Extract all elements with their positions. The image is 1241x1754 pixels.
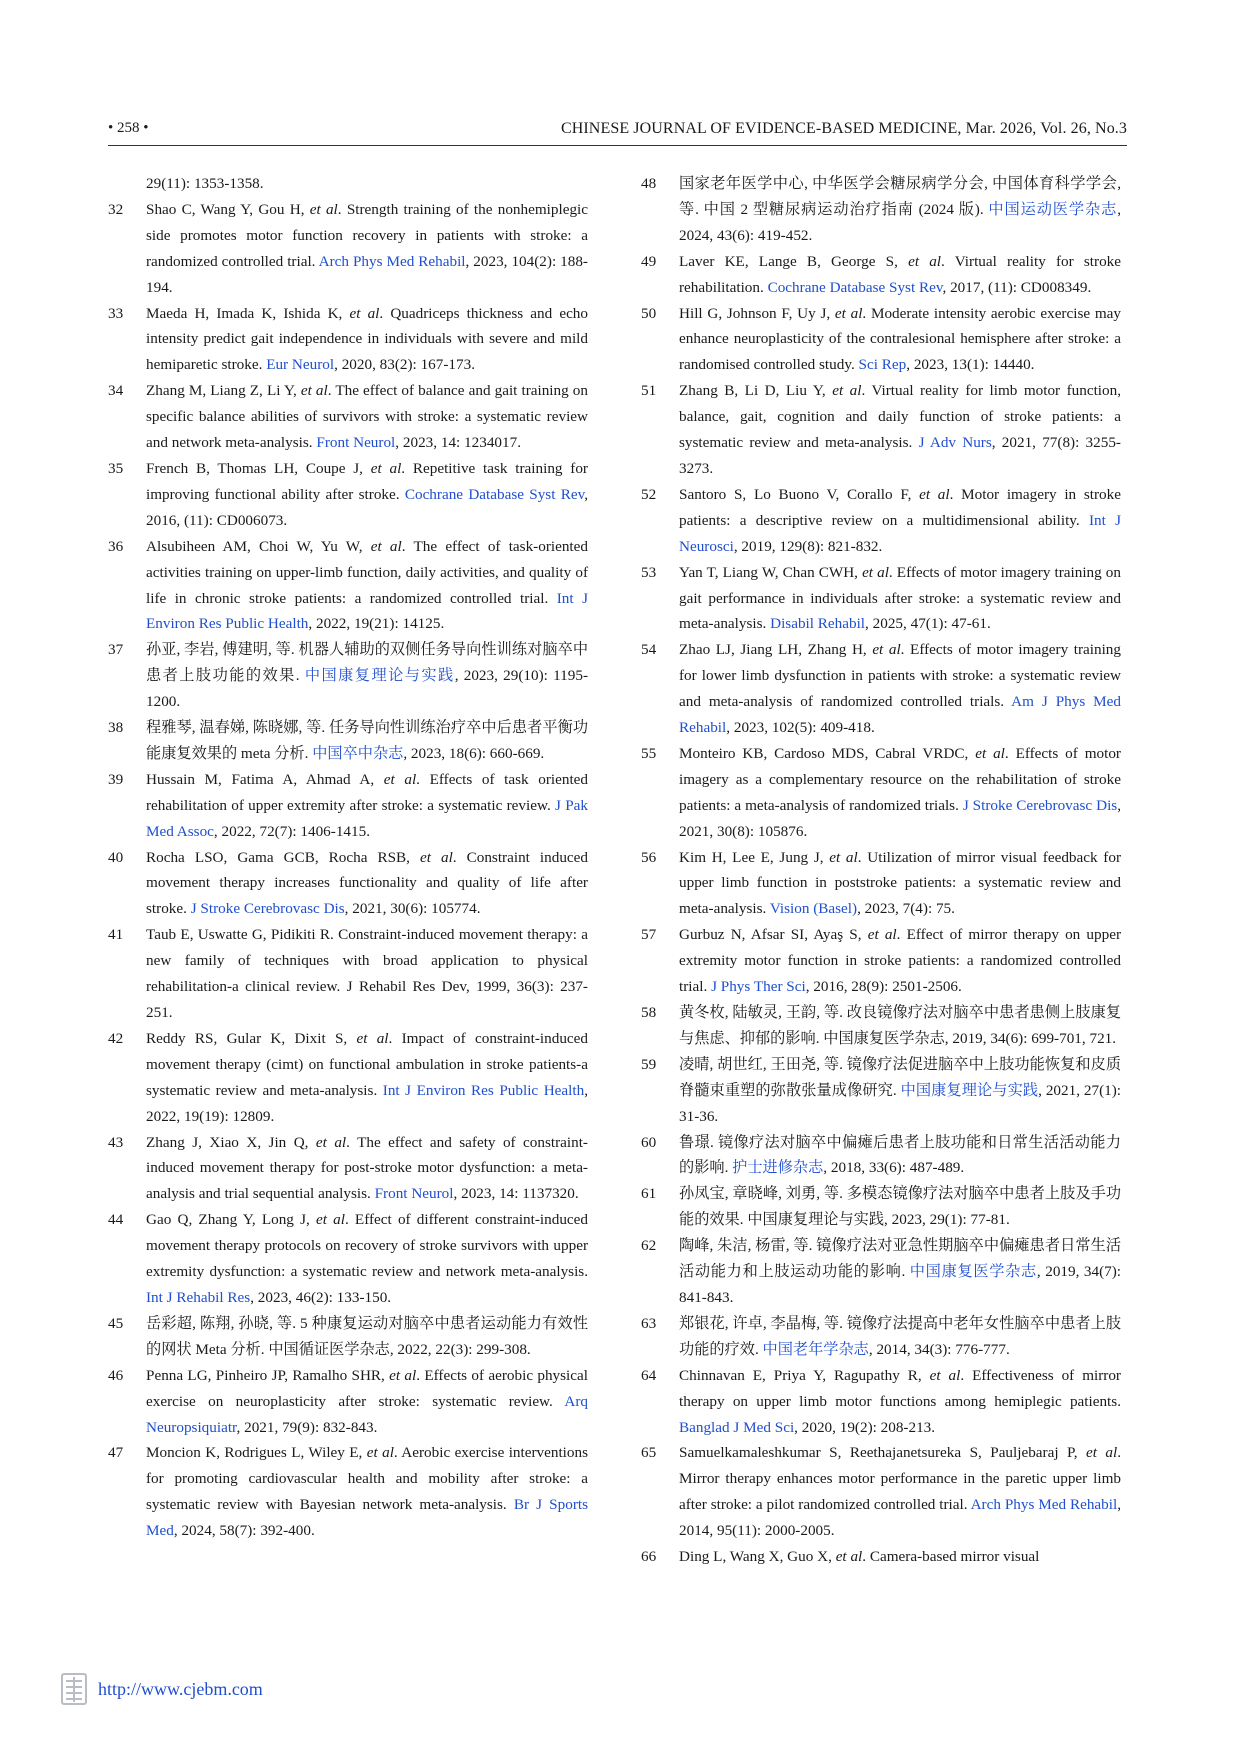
reference-text: . Virtual reality for limb motor function, balance, gait, cognition and daily function of stroke patients: a systematic review and meta-analysis.: [679, 382, 1122, 452]
reference-journal-link[interactable]: Disabil Rehabil: [770, 615, 866, 633]
journal-website-link[interactable]: http://www.cjebm.com: [98, 1679, 263, 1699]
reference-text: Zhang J, Xiao X, Jin Q,: [146, 1133, 316, 1151]
reference-details: , 2022, 19(19): 12809.: [146, 1081, 588, 1125]
reference-entry: [641, 1440, 1121, 1544]
reference-details: , 2023, 102(5): 409-418.: [726, 719, 875, 737]
reference-number: 46: [108, 1366, 124, 1384]
reference-journal-link[interactable]: Arch Phys Med Rehabil: [970, 1496, 1118, 1514]
reference-number: 58: [641, 1004, 657, 1021]
reference-et-al: et al: [315, 1211, 345, 1229]
reference-et-al: et al: [929, 1366, 961, 1384]
reference-journal-link[interactable]: 中国老年学杂志: [762, 1340, 869, 1358]
reference-text: Maeda H, Imada K, Ishida K,: [146, 304, 350, 322]
reference-journal-link[interactable]: Sci Rep: [858, 356, 907, 374]
reference-text: Penna LG, Pinheiro JP, Ramalho SHR,: [146, 1366, 390, 1384]
reference-text: Hill G, Johnson F, Uy J,: [679, 304, 835, 322]
reference-et-al: et al: [389, 1366, 417, 1384]
reference-details: , 2018, 33(6): 487-489.: [823, 1159, 965, 1177]
reference-details: , 2016, 28(9): 2501-2506.: [805, 978, 962, 996]
reference-details: , 2023, 104(2): 188-194.: [146, 252, 588, 296]
reference-number: 65: [641, 1444, 657, 1462]
reference-details: , 2023, 13(1): 14440.: [906, 356, 1035, 374]
reference-journal-link[interactable]: 中国康复医学杂志: [909, 1263, 1037, 1281]
reference-et-al: et al: [867, 926, 897, 944]
reference-entry: [108, 922, 588, 1026]
reference-text: Ding L, Wang X, Guo X,: [679, 1548, 836, 1566]
reference-details: , 2020, 19(2): 208-213.: [794, 1418, 936, 1436]
reference-entry: [641, 378, 1121, 482]
reference-number: 44: [108, 1211, 124, 1229]
reference-text: Monteiro KB, Cardoso MDS, Cabral VRDC,: [679, 744, 976, 762]
reference-text: . Effects of motor imagery as a complementary resource on the rehabilitation of stroke patients: a meta-analysis of randomized trials.: [679, 744, 1121, 814]
reference-journal-link[interactable]: 中国卒中杂志: [312, 744, 404, 762]
reference-entry: [641, 1181, 1121, 1233]
reference-entry: [641, 1311, 1121, 1363]
reference-number: 61: [641, 1185, 657, 1203]
reference-text: 国家老年医学中心, 中华医学会糖尿病学分会, 中国体育科学学会, 等. 中国 2 型糖尿病运动治疗指南 (2024 版).: [679, 175, 1121, 218]
reference-number: 53: [641, 563, 657, 581]
reference-details: , 2021, 79(9): 832-843.: [236, 1418, 378, 1436]
reference-details: , 2022, 72(7): 1406-1415.: [213, 822, 371, 840]
reference-number: 50: [641, 304, 657, 322]
reference-entry: [641, 560, 1121, 638]
reference-journal-link[interactable]: Cochrane Database Syst Rev: [404, 485, 585, 503]
reference-et-al: et al: [1085, 1444, 1118, 1462]
reference-number: 42: [108, 1029, 124, 1047]
reference-entry: [641, 171, 1121, 249]
reference-number: 54: [641, 641, 657, 659]
reference-number: 38: [108, 719, 124, 737]
reference-text: . Effects of aerobic physical exercise on neuroplasticity after stroke: systematic review.: [146, 1366, 588, 1410]
reference-details: , 2024, 58(7): 392-400.: [173, 1522, 315, 1540]
reference-text: . Motor imagery in stroke patients: a descriptive review on a multidimensional ability.: [679, 485, 1121, 529]
reference-entry: [641, 1233, 1121, 1311]
reference-text: Moncion K, Rodrigues L, Wiley E,: [146, 1444, 367, 1462]
references-column-right: [641, 171, 1121, 1570]
reference-journal-link[interactable]: 中国康复理论与实践: [304, 667, 455, 685]
reference-number: 41: [108, 926, 124, 944]
reference-et-al: et al: [420, 848, 453, 866]
reference-text: Samuelkamaleshkumar S, Reethajanetsureka S, Pauljebaraj P,: [679, 1444, 1086, 1462]
reference-text: Zhao LJ, Jiang LH, Zhang H,: [679, 641, 873, 659]
reference-number: 39: [108, 770, 124, 788]
reference-et-al: et al: [383, 770, 417, 788]
reference-text: Santoro S, Lo Buono V, Corallo F,: [679, 485, 920, 503]
reference-et-al: et al: [908, 252, 942, 270]
reference-number: 52: [641, 485, 657, 503]
reference-journal-link[interactable]: Int J Neurosci: [679, 511, 1121, 555]
reference-entry: [641, 1130, 1121, 1182]
reference-text: . Effects of task oriented rehabilitation of upper extremity after stroke: a systematic review.: [146, 770, 588, 814]
reference-journal-link[interactable]: J Phys Ther Sci: [711, 978, 806, 996]
reference-entry: [108, 1440, 588, 1544]
reference-et-al: et al: [975, 744, 1005, 762]
reference-number: 64: [641, 1366, 657, 1384]
reference-details: , 2023, 29(10): 1195-1200.: [146, 667, 588, 711]
reference-journal-link[interactable]: Am J Phys Med Rehabil: [679, 693, 1121, 737]
reference-entry: [108, 197, 588, 301]
reference-entry: [108, 534, 588, 638]
reference-number: 40: [108, 848, 124, 866]
reference-journal-link[interactable]: J Pak Med Assoc: [146, 796, 588, 840]
reference-entry: [108, 1130, 588, 1208]
reference-details: , 2016, (11): CD006073.: [146, 485, 589, 529]
reference-entry: [641, 845, 1121, 923]
reference-details: , 2025, 47(1): 47-61.: [865, 615, 991, 633]
reference-text: . Quadriceps thickness and echo intensity predict gait independence in individuals with severe and mild hemiparetic stroke.: [146, 304, 588, 374]
reference-et-al: et al: [835, 1548, 863, 1566]
reference-entry: [108, 456, 588, 534]
reference-journal-link[interactable]: Br J Sports Med: [146, 1496, 589, 1540]
reference-number: 48: [641, 175, 657, 192]
reference-text: Zhang M, Liang Z, Li Y,: [146, 382, 301, 400]
reference-journal-link[interactable]: J Stroke Cerebrovasc Dis: [190, 900, 345, 918]
reference-number: 45: [108, 1314, 124, 1332]
reference-details: , 2014, 95(11): 2000-2005.: [679, 1496, 1121, 1540]
reference-text: Reddy RS, Gular K, Dixit S,: [146, 1029, 357, 1047]
reference-text: 鲁璟. 镜像疗法对脑卒中偏瘫后患者上肢功能和日常生活活动能力的影响.: [679, 1133, 1121, 1177]
reference-text: Taub E, Uswatte G, Pidikiti R. Constraint-induced movement therapy: a new family of techniques with broad application to physical rehabilitation-a clinical review. J Rehabil Res Dev, 1999, 36(3): 237-251.: [146, 926, 588, 1021]
reference-text: . Effect of mirror therapy on upper extremity motor function in stroke patients: a randomized controlled trial.: [679, 926, 1122, 996]
reference-entry: [108, 637, 588, 715]
reference-text: . Impact of constraint-induced movement therapy (cimt) on functional ambulation in stroke patients-a systematic review and meta-analysis.: [146, 1029, 589, 1099]
reference-entry: [641, 1544, 1121, 1570]
reference-et-al: et al: [872, 641, 901, 659]
reference-number: 47: [108, 1444, 124, 1462]
reference-text: . Camera-based mirror visual: [862, 1548, 1040, 1566]
reference-et-al: et al: [829, 848, 858, 866]
reference-text: 郑银花, 许卓, 李晶梅, 等. 镜像疗法提高中老年女性脑卒中患者上肢功能的疗效.: [679, 1314, 1121, 1358]
reference-text: . Effects of motor imagery training for lower limb dysfunction in patients with stroke: a systematic review and meta-analysis of randomized controlled trials.: [679, 641, 1121, 711]
reference-number: 51: [641, 382, 657, 400]
reference-text: 陶峰, 朱洁, 杨雷, 等. 镜像疗法对亚急性期脑卒中偏瘫患者日常生活活动能力和上肢运动功能的影响.: [679, 1237, 1121, 1281]
reference-et-al: et al: [366, 1444, 394, 1462]
reference-entry: [108, 171, 588, 197]
reference-number: 33: [108, 304, 124, 322]
references-column-left: [108, 171, 588, 1544]
reference-entry: [641, 1000, 1121, 1052]
reference-journal-link[interactable]: Cochrane Database Syst Rev: [767, 278, 943, 296]
reference-text: . Moderate intensity aerobic exercise may enhance neuroplasticity of the contralesional hemisphere after stroke: a randomised controlled study.: [679, 304, 1121, 374]
reference-details: , 2024, 43(6): 419-452.: [679, 200, 1122, 244]
reference-number: 57: [641, 926, 657, 944]
reference-number: 49: [641, 252, 657, 270]
reference-entry: [641, 741, 1121, 845]
reference-details: , 2017, (11): CD008349.: [942, 278, 1092, 296]
reference-details: , 2022, 19(21): 14125.: [308, 615, 445, 633]
reference-journal-link[interactable]: Front Neurol: [374, 1185, 454, 1203]
reference-details: , 2019, 129(8): 821-832.: [733, 537, 883, 555]
reference-text: Shao C, Wang Y, Gou H,: [146, 200, 310, 218]
reference-text: 程雅琴, 温春娣, 陈晓娜, 等. 任务导向性训练治疗卒中后患者平衡功能康复效果的 meta 分析.: [146, 719, 588, 762]
reference-entry: [108, 1363, 588, 1441]
reference-details: , 2019, 34(7): 841-843.: [679, 1263, 1122, 1306]
reference-et-al: et al: [370, 537, 402, 555]
reference-journal-link[interactable]: Int J Rehabil Res: [146, 1288, 251, 1306]
reference-text: Gurbuz N, Afsar SI, Ayaş S,: [679, 926, 868, 944]
reference-details: , 2021, 30(8): 105876.: [679, 796, 1121, 840]
reference-text: 孙凤宝, 章晓峰, 刘勇, 等. 多模态镜像疗法对脑卒中患者上肢及手功能的效果. 中国康复理论与实践, 2023, 29(1): 77-81.: [679, 1185, 1121, 1229]
reference-text: . The effect and safety of constraint-induced movement therapy for post-stroke motor dysfunction: a meta-analysis and trial sequential analysis.: [146, 1133, 588, 1203]
reference-text: . The effect of balance and gait training on specific balance abilities of survivors with stroke: a systematic review and network meta-analysis.: [146, 382, 588, 452]
reference-number: 63: [641, 1314, 657, 1332]
reference-number: 59: [641, 1055, 657, 1073]
reference-journal-link[interactable]: Eur Neurol: [266, 356, 335, 374]
reference-details: , 2023, 7(4): 75.: [857, 900, 955, 918]
reference-number: 55: [641, 744, 657, 762]
reference-text: Rocha LSO, Gama GCB, Rocha RSB,: [146, 848, 420, 866]
reference-entry: [108, 767, 588, 845]
reference-text: 29(11): 1353-1358.: [146, 175, 264, 192]
reference-details: , 2021, 77(8): 3255-3273.: [679, 434, 1121, 477]
reference-journal-link[interactable]: Int J Environ Res Public Health: [382, 1081, 585, 1099]
reference-details: , 2023, 14: 1234017.: [395, 434, 522, 452]
reference-entry: [641, 637, 1121, 741]
reference-et-al: et al: [356, 1029, 389, 1047]
reference-number: 56: [641, 848, 657, 866]
reference-text: . Virtual reality for stroke rehabilitation.: [679, 252, 1121, 296]
reference-journal-link[interactable]: Int J Environ Res Public Health: [146, 589, 589, 633]
reference-text: . Effects of motor imagery training on gait performance in individuals after stroke: a systematic review and meta-analysis.: [679, 563, 1121, 633]
reference-entry: [641, 482, 1121, 560]
reference-details: , 2021, 27(1): 31-36.: [679, 1081, 1122, 1125]
reference-text: . Mirror therapy enhances motor performance in the paretic upper limb after stroke: a pilot randomized controlled trial.: [679, 1444, 1121, 1514]
reference-number: 36: [108, 537, 124, 555]
reference-text: Zhang B, Li D, Liu Y,: [679, 382, 833, 400]
reference-text: . Effect of different constraint-induced movement therapy protocols on recovery of stroke survivors with upper extremity dysfunction: a systematic review and network meta-analysis.: [146, 1211, 588, 1281]
reference-text: 黄冬枚, 陆敏灵, 王韵, 等. 改良镜像疗法对脑卒中患者患侧上肢康复与焦虑、抑郁的影响. 中国康复医学杂志, 2019, 34(6): 699-701, 721.: [679, 1004, 1121, 1047]
reference-text: Laver KE, Lange B, George S,: [679, 252, 909, 270]
reference-et-al: et al: [300, 382, 328, 400]
reference-text: 凌晴, 胡世红, 王田尧, 等. 镜像疗法促进脑卒中上肢功能恢复和皮质脊髓束重塑的弥散张量成像研究.: [679, 1055, 1121, 1099]
reference-text: . Effectiveness of mirror therapy on upper limb motor functions among hemiplegic patients.: [679, 1366, 1121, 1410]
reference-entry: [108, 1311, 588, 1363]
journal-logo-icon: [60, 1672, 88, 1706]
reference-text: . Aerobic exercise interventions for promoting cardiovascular health and mobility after stroke: a systematic review with Bayesian network meta-analysis.: [146, 1444, 588, 1514]
reference-entry: [108, 378, 588, 456]
reference-number: 60: [641, 1133, 657, 1151]
reference-entry: [108, 845, 588, 923]
reference-entry: [641, 1052, 1121, 1130]
reference-text: 孙亚, 李岩, 傅建明, 等. 机器人辅助的双侧任务导向性训练对脑卒中患者上肢功能的效果.: [146, 641, 588, 685]
reference-journal-link[interactable]: J Adv Nurs: [918, 434, 992, 452]
reference-journal-link[interactable]: Arq Neuropsiquiatr: [146, 1392, 588, 1436]
reference-entry: [641, 249, 1121, 301]
reference-et-al: et al: [370, 459, 402, 477]
reference-text: . The effect of task-oriented activities training on upper-limb function, daily activities, and quality of life in chronic stroke patients: a randomized controlled trial.: [146, 537, 588, 607]
reference-text: Alsubiheen AM, Choi W, Yu W,: [146, 537, 371, 555]
reference-text: 岳彩超, 陈翔, 孙晓, 等. 5 种康复运动对脑卒中患者运动能力有效性的网状 Meta 分析. 中国循证医学杂志, 2022, 22(3): 299-308.: [146, 1314, 588, 1358]
reference-details: , 2020, 83(2): 167-173.: [334, 356, 475, 374]
reference-journal-link[interactable]: Front Neurol: [316, 434, 396, 452]
reference-text: . Repetitive task training for improving functional ability after stroke.: [146, 459, 588, 503]
reference-text: . Utilization of mirror visual feedback for upper limb function in poststroke patients: a systematic review and meta-analysis.: [679, 848, 1121, 918]
reference-journal-link[interactable]: 中国运动医学杂志: [988, 200, 1118, 218]
reference-number: 34: [108, 382, 124, 400]
reference-et-al: et al: [919, 485, 950, 503]
reference-text: . Constraint induced movement therapy increases functionality and quality of life after stroke.: [146, 848, 588, 918]
reference-details: , 2023, 46(2): 133-150.: [250, 1288, 392, 1306]
reference-entry: [108, 715, 588, 767]
reference-details: , 2021, 30(6): 105774.: [344, 900, 481, 918]
reference-et-al: et al: [832, 382, 862, 400]
reference-number: 35: [108, 459, 124, 477]
reference-journal-link[interactable]: J Stroke Cerebrovasc Dis: [962, 796, 1118, 814]
reference-journal-link[interactable]: Banglad J Med Sci: [679, 1418, 795, 1436]
reference-text: Gao Q, Zhang Y, Long J,: [146, 1211, 316, 1229]
reference-text: Hussain M, Fatima A, Ahmad A,: [146, 770, 384, 788]
reference-number: 66: [641, 1548, 657, 1566]
reference-text: Kim H, Lee E, Jung J,: [679, 848, 830, 866]
reference-journal-link[interactable]: 中国康复理论与实践: [900, 1081, 1039, 1099]
reference-details: , 2014, 34(3): 776-777.: [868, 1340, 1010, 1358]
reference-number: 37: [108, 641, 124, 659]
reference-et-al: et al: [309, 200, 338, 218]
reference-details: , 2023, 18(6): 660-669.: [403, 744, 545, 762]
reference-text: French B, Thomas LH, Coupe J,: [146, 459, 371, 477]
reference-entry: [641, 301, 1121, 379]
reference-entry: [108, 1207, 588, 1311]
reference-et-al: et al: [834, 304, 863, 322]
reference-text: Yan T, Liang W, Chan CWH,: [679, 563, 863, 581]
reference-journal-link[interactable]: 护士进修杂志: [732, 1159, 824, 1177]
reference-journal-link[interactable]: Arch Phys Med Rehabil: [318, 252, 466, 270]
reference-text: . Strength training of the nonhemiplegic side promotes motor function recovery in patients with stroke: a randomized controlled trial.: [146, 200, 588, 270]
reference-journal-link[interactable]: Vision (Basel): [769, 900, 858, 918]
reference-entry: [641, 922, 1121, 1000]
reference-number: 62: [641, 1237, 657, 1255]
header-rule: [108, 145, 1127, 146]
reference-et-al: et al: [862, 563, 889, 581]
reference-number: 43: [108, 1133, 124, 1151]
reference-entry: [641, 1363, 1121, 1441]
running-header: CHINESE JOURNAL OF EVIDENCE-BASED MEDICINE, Mar. 2026, Vol. 26, No.3: [560, 120, 1127, 137]
reference-et-al: et al: [315, 1133, 347, 1151]
reference-text: Chinnavan E, Priya Y, Ragupathy R,: [679, 1366, 930, 1384]
reference-entry: [108, 1026, 588, 1130]
reference-details: , 2023, 14: 1137320.: [453, 1185, 579, 1203]
reference-entry: [108, 301, 588, 379]
reference-number: 32: [108, 200, 124, 218]
reference-et-al: et al: [349, 304, 380, 322]
page-number: • 258 •: [108, 120, 149, 136]
